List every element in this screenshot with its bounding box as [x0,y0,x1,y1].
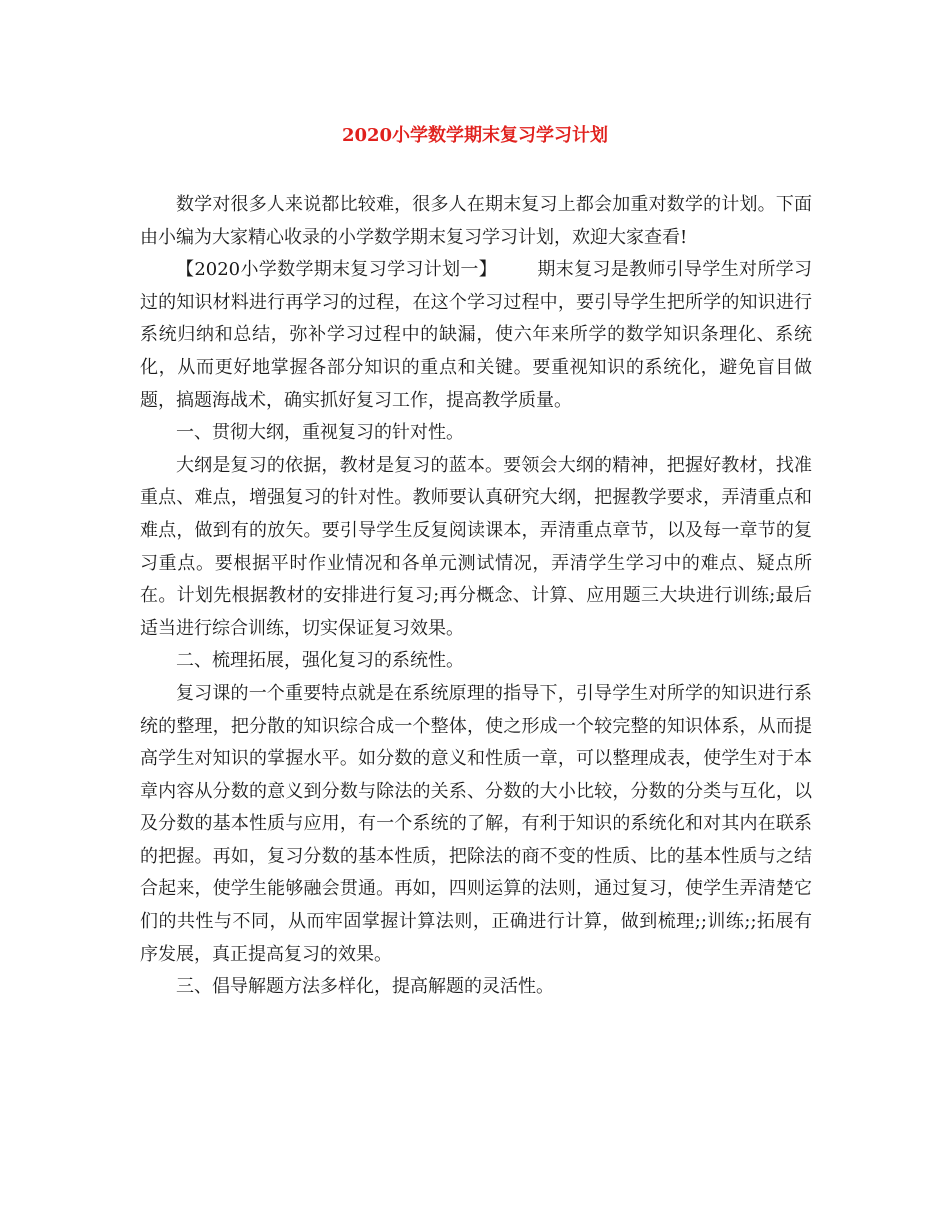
document-title: 2020小学数学期末复习学习计划 [341,125,609,146]
plan-intro: 期末复习是教师引导学生对所学习过的知识材料进行再学习的过程，在这个学习过程中，要引导学生把所学的知识进行系统归纳和总结，弥补学习过程中的缺漏，使六年来所学的数学知识条理化、系统化，从而更好地掌握各部分知识的重点和关键。要重视知识的系统化，避免盲目做题，搞题海战术，确实抓好复习工作，提高教学质量。 [140,259,813,411]
section-paragraph-1: 大纲是复习的依据，教材是复习的蓝本。要领会大纲的精神，把握好教材，找准重点、难点，增强复习的针对性。教师要认真研究大纲，把握教学要求，弄清重点和难点，做到有的放矢。要引导学生反复阅读课本，弄清重点章节，以及每一章节的复习重点。要根据平时作业情况和各单元测试情况，弄清学生学习中的难点、疑点所在。计划先根据教材的安排进行复习;再分概念、计算、应用题三大块进行训练;最后适当进行综合训练，切实保证复习效果。 [140,454,813,639]
plan-paragraph [140,254,812,417]
section-heading-2: 二、梳理拓展，强化复习的系统性。 [176,650,464,672]
plan-heading: 【2020小学数学期末复习学习计划一】 [176,259,498,281]
section-paragraph-2: 复习课的一个重要特点就是在系统原理的指导下，引导学生对所学的知识进行系统的整理，把分散的知识综合成一个整体，使之形成一个较完整的知识体系，从而提高学生对知识的掌握水平。如分数的意义和性质一章，可以整理成表，使学生对于本章内容从分数的意义到分数与除法的关系、分数的大小比较，分数的分类与互化，以及分数的基本性质与应用，有一个系统的了解，有利于知识的系统化和对其内在联系的把握。再如，复习分数的基本性质，把除法的商不变的性质、比的基本性质与之结合起来，使学生能够融会贯通。再如，四则运算的法则，通过复习，使学生弄清楚它们的共性与不同，从而牢固掌握计算法则，正确进行计算，做到梳理;;训练;;拓展有序发展，真正提高复习的效果。 [140,682,812,965]
intro-paragraph: 数学对很多人来说都比较难，很多人在期末复习上都会加重对数学的计划。下面由小编为大家精心收录的小学数学期末复习学习计划，欢迎大家查看! [140,194,812,248]
section-heading-3: 三、倡导解题方法多样化，提高解题的灵活性。 [176,976,554,998]
section-heading-1: 一、贯彻大纲，重视复习的针对性。 [176,422,464,444]
document-body [140,189,812,1004]
